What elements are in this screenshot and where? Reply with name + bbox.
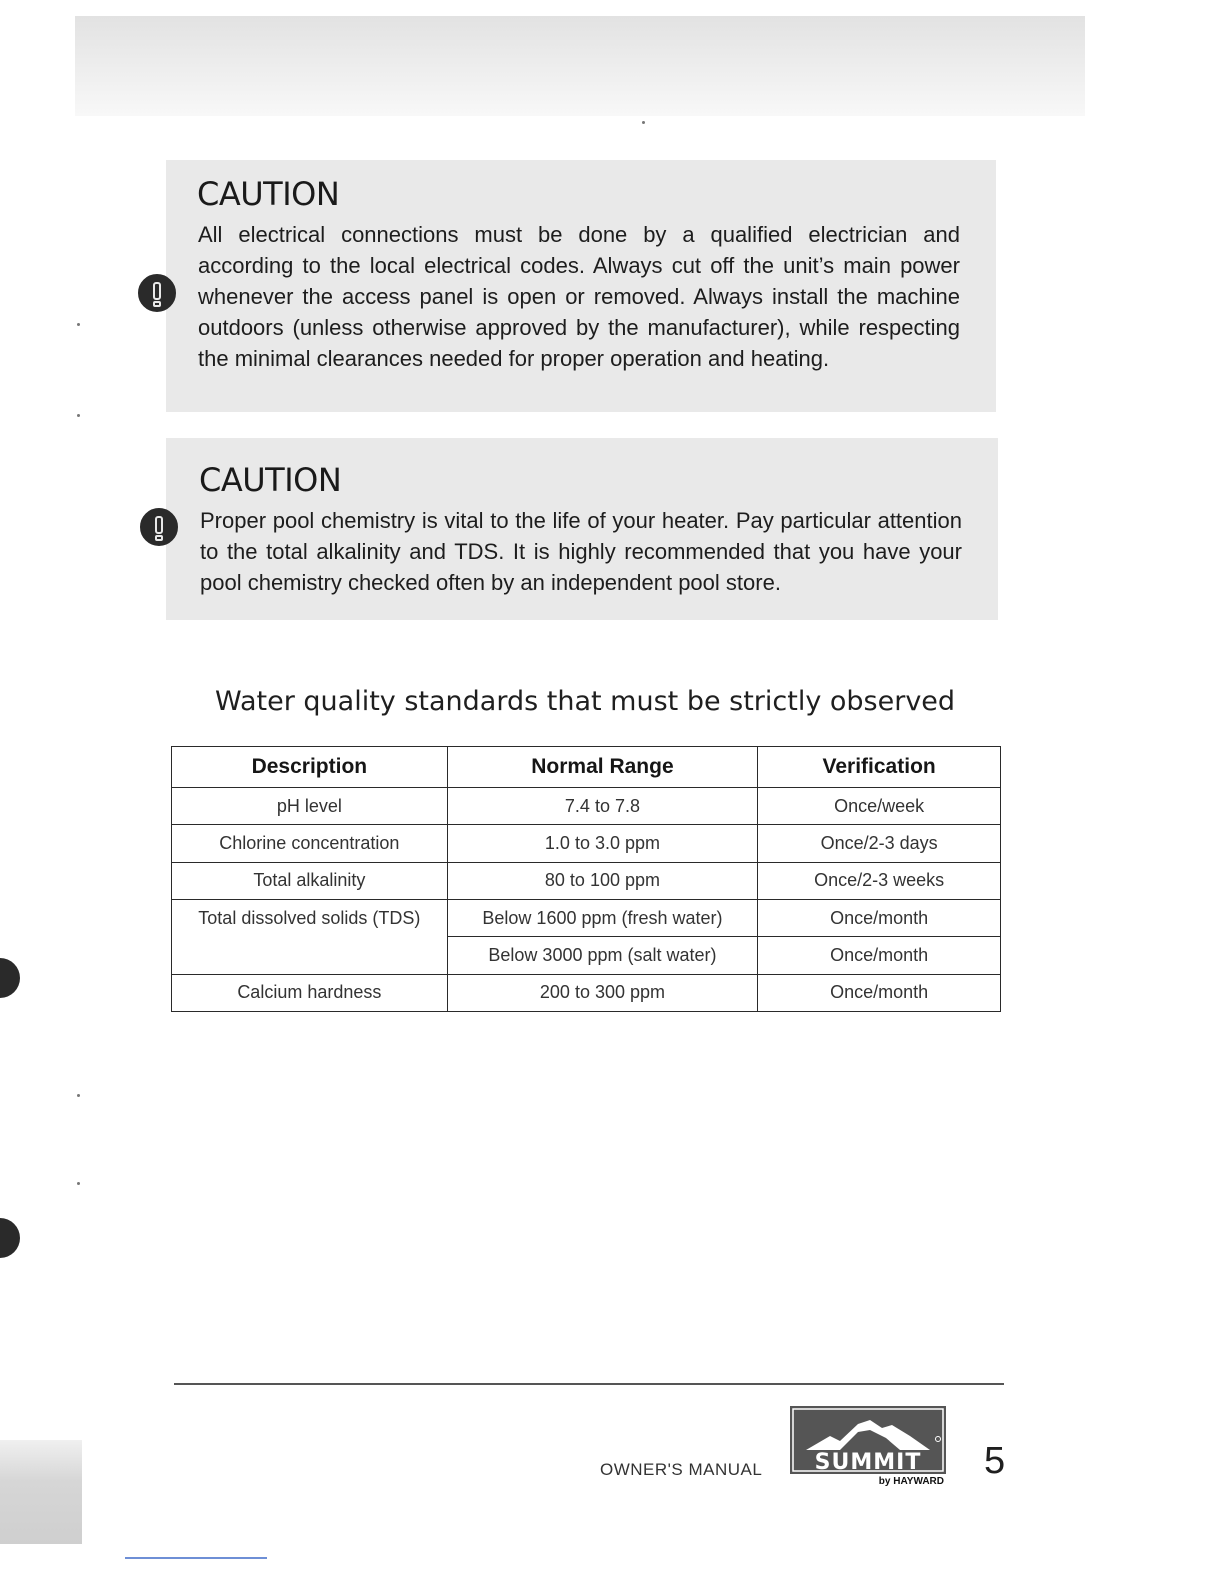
footer-label: OWNER'S MANUAL — [600, 1460, 763, 1479]
page-number: 5 — [984, 1440, 1006, 1482]
scan-speck — [77, 323, 80, 326]
table-row — [172, 899, 1001, 936]
caution-text: All electrical connections must be done by a qualified electrician and according to the local electrical codes. Always cut off the unit’s main power whenever the access panel is open or removed. Always install the machine outdoors (unless otherwise approved by the manufacturer), while respecting the minimal clearances needed for proper operation and heating. — [198, 222, 960, 371]
table-row — [172, 862, 1001, 899]
info-icon — [0, 958, 20, 998]
column-header: Verification — [758, 747, 1001, 788]
exclamation-icon — [138, 274, 176, 312]
footer-rule — [174, 1383, 1004, 1385]
table-row — [172, 825, 1001, 862]
table-cell: Once/week — [758, 788, 1001, 825]
summit-logo — [790, 1406, 946, 1486]
scan-speck — [77, 414, 80, 417]
table-heading: Water quality standards that must be strictly observed — [215, 686, 956, 717]
logo-text: SUMMIT — [814, 1450, 922, 1475]
table-cell: 80 to 100 ppm — [447, 862, 758, 899]
table-header-row — [172, 747, 1001, 788]
table-cell: Once/month — [758, 974, 1001, 1011]
caution-title: CAUTION — [199, 461, 342, 499]
scan-speck — [77, 1182, 80, 1185]
table-cell: Chlorine concentration — [172, 825, 448, 862]
table-cell: Calcium hardness — [172, 974, 448, 1011]
table-cell: Once/month — [758, 899, 1001, 936]
info-icon — [0, 1218, 20, 1258]
table-cell: Once/month — [758, 937, 1001, 974]
table-cell: 200 to 300 ppm — [447, 974, 758, 1011]
scan-edge-line — [125, 1557, 267, 1559]
caution-title: CAUTION — [197, 175, 340, 213]
scan-shadow-corner — [0, 1440, 82, 1544]
table-cell: Below 1600 ppm (fresh water) — [447, 899, 758, 936]
water-quality-table — [171, 746, 1001, 1012]
table-cell: Total alkalinity — [172, 862, 448, 899]
table-cell: 7.4 to 7.8 — [447, 788, 758, 825]
table-cell: pH level — [172, 788, 448, 825]
table-cell: Total dissolved solids (TDS) — [172, 899, 448, 974]
logo-subtext: by HAYWARD — [878, 1476, 944, 1486]
caution-text: Proper pool chemistry is vital to the life of your heater. Pay particular attention to the total alkalinity and TDS. It is highly recommended that you have your pool chemistry checked often by an independent pool store. — [200, 508, 962, 595]
scan-shadow-band — [75, 16, 1085, 116]
exclamation-icon — [140, 508, 178, 546]
table-cell: Once/2-3 days — [758, 825, 1001, 862]
scan-speck — [77, 1094, 80, 1097]
table-cell: Below 3000 ppm (salt water) — [447, 937, 758, 974]
table-cell: Once/2-3 weeks — [758, 862, 1001, 899]
column-header: Description — [172, 747, 448, 788]
scan-speck — [642, 121, 645, 124]
table-row — [172, 788, 1001, 825]
table-cell: 1.0 to 3.0 ppm — [447, 825, 758, 862]
table-row — [172, 974, 1001, 1011]
column-header: Normal Range — [447, 747, 758, 788]
